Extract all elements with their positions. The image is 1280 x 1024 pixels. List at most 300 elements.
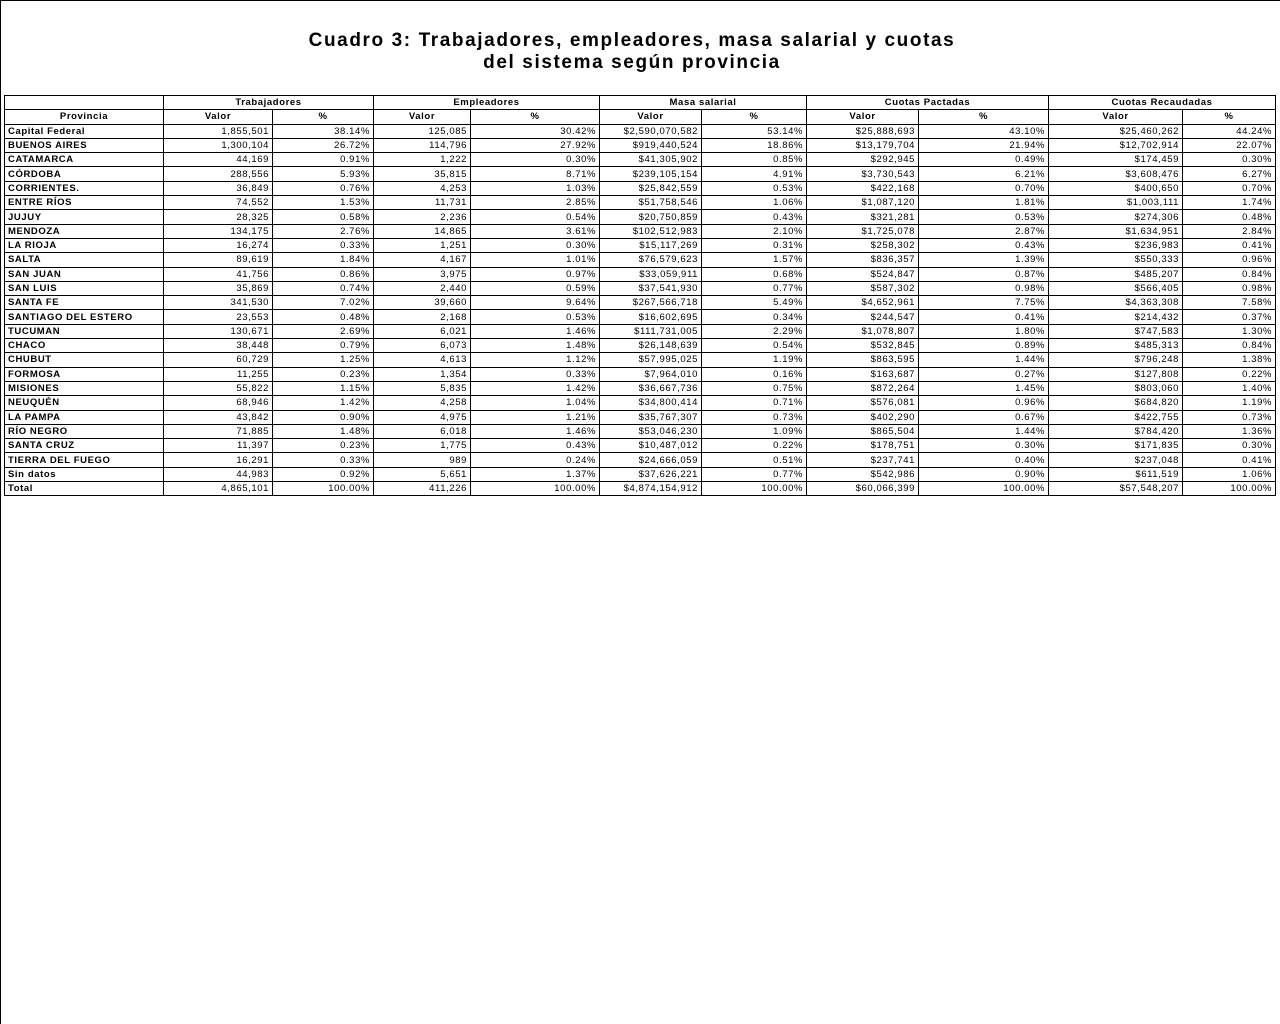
cuotas-pactadas-valor-cell: $25,888,693	[807, 124, 919, 138]
title-line-1: Cuadro 3: Trabajadores, empleadores, masa salarial y cuotas	[308, 30, 956, 51]
table-row	[5, 424, 1276, 438]
province-name-cell: MENDOZA	[5, 224, 164, 238]
trabajadores-pct-cell: 0.33%	[273, 238, 374, 252]
empleadores-valor-cell: 2,236	[374, 210, 471, 224]
trabajadores-valor-cell: 71,885	[164, 424, 273, 438]
masa-salarial-valor-cell: $16,602,695	[600, 310, 702, 324]
empleadores-valor-cell: 3,975	[374, 267, 471, 281]
masa-salarial-valor-cell: $10,487,012	[600, 439, 702, 453]
empleadores-valor-cell: 1,354	[374, 367, 471, 381]
table-row	[5, 324, 1276, 338]
empleadores-pct-cell: 0.54%	[471, 210, 600, 224]
empleadores-pct-cell: 100.00%	[471, 482, 600, 496]
empleadores-valor-cell: 4,167	[374, 253, 471, 267]
header-valor: Valor	[807, 110, 919, 124]
header-valor: Valor	[374, 110, 471, 124]
empleadores-valor-cell: 35,815	[374, 167, 471, 181]
trabajadores-pct-cell: 0.90%	[273, 410, 374, 424]
empleadores-valor-cell: 1,251	[374, 238, 471, 252]
cuotas-recaudadas-pct-cell: 1.40%	[1183, 381, 1276, 395]
table-row	[5, 310, 1276, 324]
empleadores-pct-cell: 0.30%	[471, 238, 600, 252]
trabajadores-pct-cell: 0.86%	[273, 267, 374, 281]
total-row	[5, 482, 1276, 496]
cuotas-pactadas-pct-cell: 0.30%	[919, 439, 1049, 453]
empleadores-pct-cell: 0.24%	[471, 453, 600, 467]
trabajadores-pct-cell: 7.02%	[273, 296, 374, 310]
cuotas-recaudadas-valor-cell: $1,634,951	[1049, 224, 1183, 238]
table-row	[5, 196, 1276, 210]
trabajadores-pct-cell: 1.25%	[273, 353, 374, 367]
masa-salarial-valor-cell: $76,579,623	[600, 253, 702, 267]
cuotas-pactadas-pct-cell: 0.87%	[919, 267, 1049, 281]
cuotas-recaudadas-pct-cell: 0.41%	[1183, 453, 1276, 467]
province-name-cell: CORRIENTES.	[5, 181, 164, 195]
cuotas-pactadas-pct-cell: 6.21%	[919, 167, 1049, 181]
cuotas-recaudadas-valor-cell: $214,432	[1049, 310, 1183, 324]
empleadores-valor-cell: 4,975	[374, 410, 471, 424]
cuotas-recaudadas-valor-cell: $684,820	[1049, 396, 1183, 410]
masa-salarial-valor-cell: $41,305,902	[600, 153, 702, 167]
trabajadores-valor-cell: 134,175	[164, 224, 273, 238]
empleadores-valor-cell: 989	[374, 453, 471, 467]
masa-salarial-pct-cell: 18.86%	[702, 138, 807, 152]
empleadores-pct-cell: 0.59%	[471, 281, 600, 295]
trabajadores-pct-cell: 1.53%	[273, 196, 374, 210]
cuotas-pactadas-valor-cell: $1,078,807	[807, 324, 919, 338]
cuotas-pactadas-valor-cell: $3,730,543	[807, 167, 919, 181]
cuotas-pactadas-valor-cell: $237,741	[807, 453, 919, 467]
masa-salarial-pct-cell: 0.51%	[702, 453, 807, 467]
empleadores-valor-cell: 114,796	[374, 138, 471, 152]
masa-salarial-pct-cell: 0.75%	[702, 381, 807, 395]
masa-salarial-pct-cell: 1.09%	[702, 424, 807, 438]
cuotas-recaudadas-pct-cell: 0.84%	[1183, 267, 1276, 281]
masa-salarial-pct-cell: 0.77%	[702, 467, 807, 481]
header-valor: Valor	[600, 110, 702, 124]
cuotas-recaudadas-valor-cell: $4,363,308	[1049, 296, 1183, 310]
empleadores-pct-cell: 1.03%	[471, 181, 600, 195]
cuotas-recaudadas-pct-cell: 0.37%	[1183, 310, 1276, 324]
masa-salarial-valor-cell: $51,758,546	[600, 196, 702, 210]
masa-salarial-pct-cell: 0.85%	[702, 153, 807, 167]
empleadores-pct-cell: 1.04%	[471, 396, 600, 410]
trabajadores-pct-cell: 0.91%	[273, 153, 374, 167]
table-row	[5, 267, 1276, 281]
trabajadores-valor-cell: 16,274	[164, 238, 273, 252]
trabajadores-valor-cell: 1,300,104	[164, 138, 273, 152]
cuotas-pactadas-valor-cell: $60,066,399	[807, 482, 919, 496]
cuotas-recaudadas-pct-cell: 0.70%	[1183, 181, 1276, 195]
empleadores-valor-cell: 39,660	[374, 296, 471, 310]
cuotas-pactadas-valor-cell: $587,302	[807, 281, 919, 295]
trabajadores-valor-cell: 16,291	[164, 453, 273, 467]
masa-salarial-pct-cell: 1.06%	[702, 196, 807, 210]
table-row	[5, 224, 1276, 238]
cuotas-recaudadas-pct-cell: 1.06%	[1183, 467, 1276, 481]
cuotas-recaudadas-valor-cell: $400,650	[1049, 181, 1183, 195]
cuotas-recaudadas-valor-cell: $796,248	[1049, 353, 1183, 367]
masa-salarial-pct-cell: 0.53%	[702, 181, 807, 195]
province-data-table	[4, 95, 1276, 496]
cuotas-recaudadas-pct-cell: 0.30%	[1183, 153, 1276, 167]
empleadores-valor-cell: 6,018	[374, 424, 471, 438]
cuotas-recaudadas-pct-cell: 1.19%	[1183, 396, 1276, 410]
province-name-cell: CHACO	[5, 339, 164, 353]
empleadores-pct-cell: 1.01%	[471, 253, 600, 267]
table-row	[5, 353, 1276, 367]
masa-salarial-pct-cell: 0.68%	[702, 267, 807, 281]
empleadores-valor-cell: 11,731	[374, 196, 471, 210]
table-row	[5, 410, 1276, 424]
cuotas-recaudadas-valor-cell: $485,313	[1049, 339, 1183, 353]
cuotas-recaudadas-valor-cell: $12,702,914	[1049, 138, 1183, 152]
trabajadores-valor-cell: 38,448	[164, 339, 273, 353]
province-name-cell: CÓRDOBA	[5, 167, 164, 181]
table-row	[5, 253, 1276, 267]
trabajadores-valor-cell: 68,946	[164, 396, 273, 410]
cuotas-recaudadas-pct-cell: 1.36%	[1183, 424, 1276, 438]
cuotas-pactadas-pct-cell: 1.39%	[919, 253, 1049, 267]
cuotas-pactadas-valor-cell: $576,081	[807, 396, 919, 410]
cuotas-pactadas-valor-cell: $524,847	[807, 267, 919, 281]
cuotas-pactadas-valor-cell: $542,986	[807, 467, 919, 481]
cuotas-recaudadas-valor-cell: $3,608,476	[1049, 167, 1183, 181]
cuotas-pactadas-pct-cell: 0.70%	[919, 181, 1049, 195]
province-name-cell: JUJUY	[5, 210, 164, 224]
empleadores-pct-cell: 1.21%	[471, 410, 600, 424]
masa-salarial-pct-cell: 0.22%	[702, 439, 807, 453]
masa-salarial-valor-cell: $102,512,983	[600, 224, 702, 238]
cuotas-recaudadas-valor-cell: $274,306	[1049, 210, 1183, 224]
page-title	[0, 30, 1264, 74]
masa-salarial-valor-cell: $53,046,230	[600, 424, 702, 438]
cuotas-recaudadas-pct-cell: 0.96%	[1183, 253, 1276, 267]
table-row	[5, 124, 1276, 138]
trabajadores-pct-cell: 0.23%	[273, 367, 374, 381]
cuotas-pactadas-valor-cell: $244,547	[807, 310, 919, 324]
table-row	[5, 153, 1276, 167]
cuotas-recaudadas-pct-cell: 1.30%	[1183, 324, 1276, 338]
empleadores-valor-cell: 2,168	[374, 310, 471, 324]
empleadores-valor-cell: 5,835	[374, 381, 471, 395]
masa-salarial-valor-cell: $37,541,930	[600, 281, 702, 295]
header-valor: Valor	[1049, 110, 1183, 124]
cuotas-pactadas-pct-cell: 0.96%	[919, 396, 1049, 410]
table-row	[5, 238, 1276, 252]
empleadores-valor-cell: 4,253	[374, 181, 471, 195]
header-group-cuotas-recaudadas: Cuotas Recaudadas	[1049, 96, 1276, 110]
cuotas-pactadas-valor-cell: $865,504	[807, 424, 919, 438]
empleadores-valor-cell: 14,865	[374, 224, 471, 238]
province-name-cell: ENTRE RÍOS	[5, 196, 164, 210]
province-name-cell: SANTIAGO DEL ESTERO	[5, 310, 164, 324]
table-row	[5, 167, 1276, 181]
masa-salarial-pct-cell: 2.29%	[702, 324, 807, 338]
cuotas-pactadas-valor-cell: $13,179,704	[807, 138, 919, 152]
masa-salarial-pct-cell: 0.43%	[702, 210, 807, 224]
table-row	[5, 453, 1276, 467]
cuotas-recaudadas-pct-cell: 0.22%	[1183, 367, 1276, 381]
cuotas-recaudadas-valor-cell: $803,060	[1049, 381, 1183, 395]
cuotas-recaudadas-pct-cell: 0.30%	[1183, 439, 1276, 453]
cuotas-pactadas-valor-cell: $321,281	[807, 210, 919, 224]
cuotas-pactadas-pct-cell: 1.80%	[919, 324, 1049, 338]
cuotas-pactadas-pct-cell: 1.45%	[919, 381, 1049, 395]
cuotas-recaudadas-valor-cell: $171,835	[1049, 439, 1183, 453]
masa-salarial-pct-cell: 0.54%	[702, 339, 807, 353]
cuotas-pactadas-valor-cell: $1,725,078	[807, 224, 919, 238]
masa-salarial-pct-cell: 1.57%	[702, 253, 807, 267]
cuotas-recaudadas-pct-cell: 6.27%	[1183, 167, 1276, 181]
masa-salarial-pct-cell: 53.14%	[702, 124, 807, 138]
empleadores-valor-cell: 6,073	[374, 339, 471, 353]
cuotas-pactadas-pct-cell: 100.00%	[919, 482, 1049, 496]
empleadores-valor-cell: 6,021	[374, 324, 471, 338]
table-row	[5, 281, 1276, 295]
masa-salarial-valor-cell: $20,750,859	[600, 210, 702, 224]
trabajadores-pct-cell: 0.79%	[273, 339, 374, 353]
header-pct: %	[919, 110, 1049, 124]
cuotas-recaudadas-valor-cell: $550,333	[1049, 253, 1183, 267]
empleadores-pct-cell: 1.46%	[471, 324, 600, 338]
masa-salarial-valor-cell: $36,667,736	[600, 381, 702, 395]
empleadores-pct-cell: 0.33%	[471, 367, 600, 381]
masa-salarial-valor-cell: $111,731,005	[600, 324, 702, 338]
trabajadores-pct-cell: 1.84%	[273, 253, 374, 267]
province-name-cell: LA PAMPA	[5, 410, 164, 424]
empleadores-pct-cell: 1.42%	[471, 381, 600, 395]
province-name-cell: SANTA FE	[5, 296, 164, 310]
empleadores-pct-cell: 8.71%	[471, 167, 600, 181]
cuotas-pactadas-valor-cell: $4,652,961	[807, 296, 919, 310]
masa-salarial-pct-cell: 2.10%	[702, 224, 807, 238]
trabajadores-pct-cell: 100.00%	[273, 482, 374, 496]
empleadores-pct-cell: 30.42%	[471, 124, 600, 138]
header-pct: %	[702, 110, 807, 124]
header-valor: Valor	[164, 110, 273, 124]
trabajadores-valor-cell: 1,855,501	[164, 124, 273, 138]
cuotas-pactadas-valor-cell: $292,945	[807, 153, 919, 167]
cuotas-pactadas-pct-cell: 43.10%	[919, 124, 1049, 138]
cuotas-pactadas-pct-cell: 0.89%	[919, 339, 1049, 353]
cuotas-pactadas-valor-cell: $258,302	[807, 238, 919, 252]
cuotas-pactadas-pct-cell: 0.53%	[919, 210, 1049, 224]
masa-salarial-valor-cell: $239,105,154	[600, 167, 702, 181]
header-pct: %	[471, 110, 600, 124]
trabajadores-valor-cell: 60,729	[164, 353, 273, 367]
trabajadores-valor-cell: 44,169	[164, 153, 273, 167]
header-group-trabajadores: Trabajadores	[164, 96, 374, 110]
masa-salarial-pct-cell: 4.91%	[702, 167, 807, 181]
cuotas-pactadas-pct-cell: 0.90%	[919, 467, 1049, 481]
province-name-cell: MISIONES	[5, 381, 164, 395]
trabajadores-valor-cell: 23,553	[164, 310, 273, 324]
empleadores-valor-cell: 1,775	[374, 439, 471, 453]
empleadores-valor-cell: 1,222	[374, 153, 471, 167]
province-name-cell: BUENOS AIRES	[5, 138, 164, 152]
cuotas-recaudadas-pct-cell: 0.41%	[1183, 238, 1276, 252]
cuotas-recaudadas-valor-cell: $57,548,207	[1049, 482, 1183, 496]
table-row	[5, 367, 1276, 381]
masa-salarial-pct-cell: 0.77%	[702, 281, 807, 295]
cuotas-recaudadas-pct-cell: 22.07%	[1183, 138, 1276, 152]
trabajadores-valor-cell: 41,756	[164, 267, 273, 281]
trabajadores-pct-cell: 2.76%	[273, 224, 374, 238]
empleadores-pct-cell: 0.30%	[471, 153, 600, 167]
cuotas-recaudadas-pct-cell: 100.00%	[1183, 482, 1276, 496]
province-name-cell: Total	[5, 482, 164, 496]
empleadores-pct-cell: 2.85%	[471, 196, 600, 210]
province-name-cell: SALTA	[5, 253, 164, 267]
masa-salarial-pct-cell: 0.71%	[702, 396, 807, 410]
empleadores-pct-cell: 0.97%	[471, 267, 600, 281]
cuotas-pactadas-pct-cell: 0.98%	[919, 281, 1049, 295]
cuotas-pactadas-pct-cell: 7.75%	[919, 296, 1049, 310]
province-name-cell: Capital Federal	[5, 124, 164, 138]
trabajadores-valor-cell: 11,397	[164, 439, 273, 453]
cuotas-pactadas-valor-cell: $872,264	[807, 381, 919, 395]
empleadores-pct-cell: 3.61%	[471, 224, 600, 238]
cuotas-pactadas-pct-cell: 0.67%	[919, 410, 1049, 424]
cuotas-recaudadas-valor-cell: $174,459	[1049, 153, 1183, 167]
province-name-cell: Sin datos	[5, 467, 164, 481]
province-name-cell: FORMOSA	[5, 367, 164, 381]
table-row	[5, 439, 1276, 453]
empleadores-pct-cell: 0.43%	[471, 439, 600, 453]
trabajadores-pct-cell: 26.72%	[273, 138, 374, 152]
empleadores-pct-cell: 1.12%	[471, 353, 600, 367]
cuotas-recaudadas-pct-cell: 0.73%	[1183, 410, 1276, 424]
masa-salarial-valor-cell: $33,059,911	[600, 267, 702, 281]
empleadores-pct-cell: 9.64%	[471, 296, 600, 310]
cuotas-pactadas-pct-cell: 0.49%	[919, 153, 1049, 167]
header-group-row	[5, 96, 1276, 110]
trabajadores-valor-cell: 4,865,101	[164, 482, 273, 496]
masa-salarial-pct-cell: 1.19%	[702, 353, 807, 367]
table-row	[5, 296, 1276, 310]
trabajadores-valor-cell: 288,556	[164, 167, 273, 181]
header-pct: %	[273, 110, 374, 124]
cuotas-recaudadas-valor-cell: $25,460,262	[1049, 124, 1183, 138]
province-name-cell: CHUBUT	[5, 353, 164, 367]
cuotas-pactadas-pct-cell: 0.27%	[919, 367, 1049, 381]
trabajadores-pct-cell: 0.58%	[273, 210, 374, 224]
masa-salarial-pct-cell: 0.73%	[702, 410, 807, 424]
masa-salarial-valor-cell: $4,874,154,912	[600, 482, 702, 496]
header-provincia: Provincia	[5, 110, 164, 124]
cuotas-recaudadas-valor-cell: $1,003,111	[1049, 196, 1183, 210]
masa-salarial-valor-cell: $7,964,010	[600, 367, 702, 381]
trabajadores-valor-cell: 341,530	[164, 296, 273, 310]
cuotas-recaudadas-valor-cell: $236,983	[1049, 238, 1183, 252]
header-group-empleadores: Empleadores	[374, 96, 600, 110]
trabajadores-pct-cell: 0.23%	[273, 439, 374, 453]
cuotas-recaudadas-pct-cell: 2.84%	[1183, 224, 1276, 238]
cuotas-pactadas-pct-cell: 0.43%	[919, 238, 1049, 252]
cuotas-pactadas-valor-cell: $422,168	[807, 181, 919, 195]
header-pct: %	[1183, 110, 1276, 124]
cuotas-recaudadas-pct-cell: 1.38%	[1183, 353, 1276, 367]
cuotas-pactadas-pct-cell: 21.94%	[919, 138, 1049, 152]
cuotas-recaudadas-pct-cell: 1.74%	[1183, 196, 1276, 210]
cuotas-recaudadas-valor-cell: $127,808	[1049, 367, 1183, 381]
empleadores-valor-cell: 4,613	[374, 353, 471, 367]
province-name-cell: SAN LUIS	[5, 281, 164, 295]
header-group-masa-salarial: Masa salarial	[600, 96, 807, 110]
empleadores-valor-cell: 125,085	[374, 124, 471, 138]
cuotas-pactadas-valor-cell: $402,290	[807, 410, 919, 424]
table-row	[5, 181, 1276, 195]
masa-salarial-valor-cell: $24,666,059	[600, 453, 702, 467]
cuotas-recaudadas-valor-cell: $422,755	[1049, 410, 1183, 424]
cuotas-recaudadas-pct-cell: 0.98%	[1183, 281, 1276, 295]
cuotas-recaudadas-pct-cell: 44.24%	[1183, 124, 1276, 138]
trabajadores-valor-cell: 28,325	[164, 210, 273, 224]
cuotas-pactadas-pct-cell: 0.41%	[919, 310, 1049, 324]
trabajadores-pct-cell: 1.15%	[273, 381, 374, 395]
province-name-cell: CATAMARCA	[5, 153, 164, 167]
cuotas-pactadas-valor-cell: $1,087,120	[807, 196, 919, 210]
cuotas-recaudadas-valor-cell: $784,420	[1049, 424, 1183, 438]
empleadores-valor-cell: 411,226	[374, 482, 471, 496]
trabajadores-pct-cell: 0.92%	[273, 467, 374, 481]
trabajadores-pct-cell: 0.74%	[273, 281, 374, 295]
masa-salarial-pct-cell: 0.31%	[702, 238, 807, 252]
trabajadores-pct-cell: 0.33%	[273, 453, 374, 467]
title-line-2: del sistema según provincia	[483, 52, 781, 73]
empleadores-pct-cell: 1.37%	[471, 467, 600, 481]
trabajadores-valor-cell: 36,849	[164, 181, 273, 195]
province-name-cell: NEUQUÉN	[5, 396, 164, 410]
trabajadores-valor-cell: 89,619	[164, 253, 273, 267]
trabajadores-valor-cell: 11,255	[164, 367, 273, 381]
window-left-border	[0, 0, 1, 1024]
trabajadores-pct-cell: 0.48%	[273, 310, 374, 324]
trabajadores-valor-cell: 130,671	[164, 324, 273, 338]
empleadores-valor-cell: 4,258	[374, 396, 471, 410]
province-name-cell: TIERRA DEL FUEGO	[5, 453, 164, 467]
province-name-cell: SAN JUAN	[5, 267, 164, 281]
cuotas-recaudadas-valor-cell: $237,048	[1049, 453, 1183, 467]
cuotas-pactadas-valor-cell: $178,751	[807, 439, 919, 453]
cuotas-recaudadas-valor-cell: $747,583	[1049, 324, 1183, 338]
table-row	[5, 467, 1276, 481]
masa-salarial-pct-cell: 0.34%	[702, 310, 807, 324]
cuotas-recaudadas-valor-cell: $485,207	[1049, 267, 1183, 281]
header-group-cuotas-pactadas: Cuotas Pactadas	[807, 96, 1049, 110]
trabajadores-pct-cell: 38.14%	[273, 124, 374, 138]
table-row	[5, 381, 1276, 395]
empleadores-pct-cell: 0.53%	[471, 310, 600, 324]
empleadores-valor-cell: 2,440	[374, 281, 471, 295]
cuotas-pactadas-pct-cell: 1.44%	[919, 424, 1049, 438]
table-row	[5, 210, 1276, 224]
cuotas-recaudadas-pct-cell: 7.58%	[1183, 296, 1276, 310]
trabajadores-valor-cell: 35,869	[164, 281, 273, 295]
masa-salarial-pct-cell: 0.16%	[702, 367, 807, 381]
empleadores-valor-cell: 5,651	[374, 467, 471, 481]
trabajadores-pct-cell: 2.69%	[273, 324, 374, 338]
cuotas-pactadas-pct-cell: 0.40%	[919, 453, 1049, 467]
province-name-cell: RÍO NEGRO	[5, 424, 164, 438]
table-row	[5, 339, 1276, 353]
masa-salarial-valor-cell: $26,148,639	[600, 339, 702, 353]
trabajadores-valor-cell: 55,822	[164, 381, 273, 395]
trabajadores-valor-cell: 43,842	[164, 410, 273, 424]
masa-salarial-pct-cell: 100.00%	[702, 482, 807, 496]
masa-salarial-valor-cell: $37,626,221	[600, 467, 702, 481]
